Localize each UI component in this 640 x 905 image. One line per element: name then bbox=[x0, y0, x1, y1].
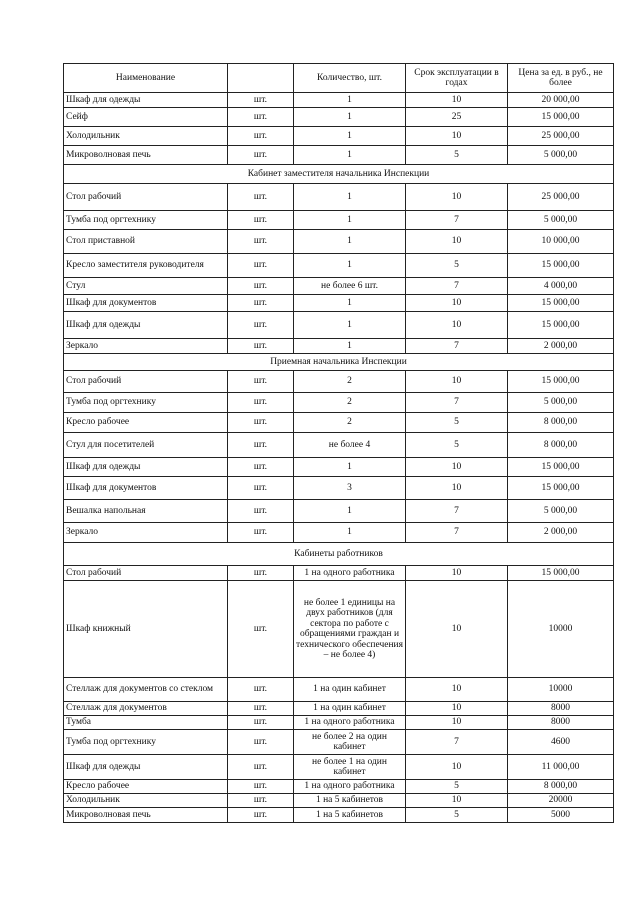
cell-unit: шт. bbox=[228, 794, 294, 808]
cell-name: Микроволновая печь bbox=[64, 808, 228, 823]
cell-quantity: 1 bbox=[294, 127, 406, 146]
cell-name: Шкаф для одежды bbox=[64, 312, 228, 339]
cell-quantity: 1 на один кабинет bbox=[294, 702, 406, 716]
cell-quantity: не более 6 шт. bbox=[294, 278, 406, 295]
cell-service-life: 5 bbox=[406, 808, 508, 823]
cell-price: 5000 bbox=[508, 808, 614, 823]
cell-name: Стеллаж для документов со стеклом bbox=[64, 678, 228, 702]
cell-price: 10000 bbox=[508, 581, 614, 678]
header-service-life: Срок эксплуатации в годах bbox=[406, 64, 508, 93]
cell-name: Шкаф для документов bbox=[64, 295, 228, 312]
cell-quantity: не более 1 единицы на двух работников (для сектора по работе с обращениями граждан и технического обеспечения – не более 4) bbox=[294, 581, 406, 678]
cell-unit: шт. bbox=[228, 581, 294, 678]
table-row bbox=[64, 108, 614, 127]
cell-service-life: 10 bbox=[406, 678, 508, 702]
cell-price: 15 000,00 bbox=[508, 371, 614, 393]
cell-unit: шт. bbox=[228, 780, 294, 794]
cell-name: Стол рабочий bbox=[64, 184, 228, 211]
cell-unit: шт. bbox=[228, 477, 294, 500]
cell-price: 10000 bbox=[508, 678, 614, 702]
cell-name: Стол рабочий bbox=[64, 566, 228, 581]
cell-quantity: 2 bbox=[294, 413, 406, 433]
cell-price: 2 000,00 bbox=[508, 523, 614, 543]
cell-price: 20 000,00 bbox=[508, 93, 614, 108]
cell-name: Холодильник bbox=[64, 794, 228, 808]
cell-quantity: 2 bbox=[294, 393, 406, 413]
cell-price: 5 000,00 bbox=[508, 211, 614, 230]
header-row bbox=[64, 64, 614, 93]
cell-name: Тумба bbox=[64, 716, 228, 730]
cell-unit: шт. bbox=[228, 339, 294, 354]
table-row bbox=[64, 808, 614, 823]
cell-name: Шкаф для одежды bbox=[64, 755, 228, 780]
section-title: Приемная начальника Инспекции bbox=[64, 354, 614, 371]
table-row bbox=[64, 184, 614, 211]
cell-unit: шт. bbox=[228, 127, 294, 146]
cell-service-life: 5 bbox=[406, 254, 508, 278]
cell-unit: шт. bbox=[228, 146, 294, 165]
table-row bbox=[64, 523, 614, 543]
cell-unit: шт. bbox=[228, 230, 294, 254]
table-row bbox=[64, 230, 614, 254]
header-quantity: Количество, шт. bbox=[294, 64, 406, 93]
cell-unit: шт. bbox=[228, 393, 294, 413]
cell-quantity: 1 на один кабинет bbox=[294, 678, 406, 702]
cell-name: Шкаф для одежды bbox=[64, 458, 228, 477]
cell-unit: шт. bbox=[228, 755, 294, 780]
cell-service-life: 10 bbox=[406, 184, 508, 211]
cell-price: 4600 bbox=[508, 730, 614, 755]
section-row bbox=[64, 165, 614, 184]
cell-quantity: 1 на одного работника bbox=[294, 716, 406, 730]
cell-price: 15 000,00 bbox=[508, 458, 614, 477]
cell-service-life: 5 bbox=[406, 780, 508, 794]
cell-service-life: 7 bbox=[406, 278, 508, 295]
cell-name: Кресло рабочее bbox=[64, 780, 228, 794]
cell-name: Кресло заместителя руководителя bbox=[64, 254, 228, 278]
cell-quantity: 1 bbox=[294, 523, 406, 543]
cell-price: 10 000,00 bbox=[508, 230, 614, 254]
cell-service-life: 10 bbox=[406, 477, 508, 500]
cell-quantity: 1 bbox=[294, 184, 406, 211]
table-row bbox=[64, 339, 614, 354]
table-row bbox=[64, 413, 614, 433]
cell-name: Шкаф для документов bbox=[64, 477, 228, 500]
cell-unit: шт. bbox=[228, 312, 294, 339]
cell-price: 8000 bbox=[508, 702, 614, 716]
table-row bbox=[64, 500, 614, 523]
table-row bbox=[64, 393, 614, 413]
cell-quantity: 2 bbox=[294, 371, 406, 393]
cell-price: 5 000,00 bbox=[508, 500, 614, 523]
cell-quantity: 1 bbox=[294, 295, 406, 312]
cell-price: 8 000,00 bbox=[508, 433, 614, 458]
table-row bbox=[64, 730, 614, 755]
cell-name: Сейф bbox=[64, 108, 228, 127]
cell-service-life: 7 bbox=[406, 339, 508, 354]
cell-name: Стол рабочий bbox=[64, 371, 228, 393]
cell-name: Тумба под оргтехнику bbox=[64, 393, 228, 413]
cell-quantity: не более 1 на один кабинет bbox=[294, 755, 406, 780]
cell-price: 5 000,00 bbox=[508, 393, 614, 413]
cell-unit: шт. bbox=[228, 184, 294, 211]
table-row bbox=[64, 127, 614, 146]
cell-service-life: 10 bbox=[406, 794, 508, 808]
cell-quantity: 1 bbox=[294, 211, 406, 230]
cell-name: Зеркало bbox=[64, 523, 228, 543]
cell-unit: шт. bbox=[228, 500, 294, 523]
table-row bbox=[64, 93, 614, 108]
cell-service-life: 7 bbox=[406, 500, 508, 523]
table-row bbox=[64, 566, 614, 581]
cell-service-life: 10 bbox=[406, 230, 508, 254]
table-row bbox=[64, 678, 614, 702]
table-row bbox=[64, 295, 614, 312]
header-price: Цена за ед. в руб., не более bbox=[508, 64, 614, 93]
table-row bbox=[64, 702, 614, 716]
cell-price: 25 000,00 bbox=[508, 127, 614, 146]
cell-unit: шт. bbox=[228, 108, 294, 127]
cell-quantity: 1 bbox=[294, 146, 406, 165]
cell-unit: шт. bbox=[228, 678, 294, 702]
cell-quantity: 1 bbox=[294, 339, 406, 354]
cell-name: Стеллаж для документов bbox=[64, 702, 228, 716]
table-row bbox=[64, 278, 614, 295]
header-unit bbox=[228, 64, 294, 93]
cell-unit: шт. bbox=[228, 278, 294, 295]
cell-service-life: 7 bbox=[406, 523, 508, 543]
cell-unit: шт. bbox=[228, 295, 294, 312]
cell-name: Кресло рабочее bbox=[64, 413, 228, 433]
cell-quantity: 3 bbox=[294, 477, 406, 500]
cell-price: 15 000,00 bbox=[508, 566, 614, 581]
cell-quantity: 1 bbox=[294, 108, 406, 127]
section-row bbox=[64, 354, 614, 371]
cell-quantity: не более 2 на один кабинет bbox=[294, 730, 406, 755]
cell-quantity: 1 на 5 кабинетов bbox=[294, 808, 406, 823]
cell-unit: шт. bbox=[228, 371, 294, 393]
table-row bbox=[64, 433, 614, 458]
cell-unit: шт. bbox=[228, 458, 294, 477]
cell-price: 15 000,00 bbox=[508, 108, 614, 127]
cell-service-life: 5 bbox=[406, 413, 508, 433]
cell-quantity: 1 bbox=[294, 93, 406, 108]
header-name: Наименование bbox=[64, 64, 228, 93]
cell-name: Холодильник bbox=[64, 127, 228, 146]
cell-unit: шт. bbox=[228, 523, 294, 543]
cell-service-life: 10 bbox=[406, 755, 508, 780]
cell-service-life: 10 bbox=[406, 127, 508, 146]
cell-service-life: 5 bbox=[406, 146, 508, 165]
cell-unit: шт. bbox=[228, 413, 294, 433]
table-row bbox=[64, 146, 614, 165]
cell-service-life: 7 bbox=[406, 730, 508, 755]
cell-quantity: 1 bbox=[294, 230, 406, 254]
cell-price: 20000 bbox=[508, 794, 614, 808]
cell-service-life: 10 bbox=[406, 312, 508, 339]
cell-service-life: 10 bbox=[406, 371, 508, 393]
cell-name: Стол приставной bbox=[64, 230, 228, 254]
furniture-norms-table bbox=[63, 63, 614, 823]
cell-unit: шт. bbox=[228, 211, 294, 230]
cell-price: 8 000,00 bbox=[508, 413, 614, 433]
cell-unit: шт. bbox=[228, 730, 294, 755]
cell-quantity: 1 на одного работника bbox=[294, 780, 406, 794]
cell-name: Вешалка напольная bbox=[64, 500, 228, 523]
section-title: Кабинеты работников bbox=[64, 543, 614, 566]
cell-name: Тумба под оргтехнику bbox=[64, 211, 228, 230]
cell-service-life: 10 bbox=[406, 93, 508, 108]
cell-name: Шкаф для одежды bbox=[64, 93, 228, 108]
cell-unit: шт. bbox=[228, 566, 294, 581]
cell-unit: шт. bbox=[228, 433, 294, 458]
cell-service-life: 7 bbox=[406, 393, 508, 413]
cell-unit: шт. bbox=[228, 93, 294, 108]
cell-service-life: 10 bbox=[406, 716, 508, 730]
cell-price: 8000 bbox=[508, 716, 614, 730]
cell-service-life: 7 bbox=[406, 211, 508, 230]
cell-quantity: 1 bbox=[294, 254, 406, 278]
cell-price: 5 000,00 bbox=[508, 146, 614, 165]
table-row bbox=[64, 780, 614, 794]
section-row bbox=[64, 543, 614, 566]
cell-quantity: 1 на одного работника bbox=[294, 566, 406, 581]
cell-price: 15 000,00 bbox=[508, 254, 614, 278]
cell-service-life: 5 bbox=[406, 433, 508, 458]
table-row bbox=[64, 458, 614, 477]
cell-quantity: 1 bbox=[294, 312, 406, 339]
section-title: Кабинет заместителя начальника Инспекции bbox=[64, 165, 614, 184]
cell-service-life: 10 bbox=[406, 295, 508, 312]
table-row bbox=[64, 254, 614, 278]
cell-price: 15 000,00 bbox=[508, 295, 614, 312]
table-row bbox=[64, 755, 614, 780]
table-row bbox=[64, 211, 614, 230]
table-row bbox=[64, 312, 614, 339]
cell-unit: шт. bbox=[228, 254, 294, 278]
cell-price: 25 000,00 bbox=[508, 184, 614, 211]
table-row bbox=[64, 794, 614, 808]
table-row bbox=[64, 371, 614, 393]
cell-price: 2 000,00 bbox=[508, 339, 614, 354]
cell-service-life: 10 bbox=[406, 702, 508, 716]
cell-price: 4 000,00 bbox=[508, 278, 614, 295]
table-row bbox=[64, 477, 614, 500]
cell-quantity: 1 на 5 кабинетов bbox=[294, 794, 406, 808]
cell-price: 8 000,00 bbox=[508, 780, 614, 794]
cell-price: 15 000,00 bbox=[508, 477, 614, 500]
cell-quantity: 1 bbox=[294, 500, 406, 523]
cell-name: Микроволновая печь bbox=[64, 146, 228, 165]
cell-service-life: 10 bbox=[406, 458, 508, 477]
cell-name: Зеркало bbox=[64, 339, 228, 354]
cell-price: 11 000,00 bbox=[508, 755, 614, 780]
cell-name: Тумба под оргтехнику bbox=[64, 730, 228, 755]
cell-unit: шт. bbox=[228, 808, 294, 823]
cell-service-life: 10 bbox=[406, 566, 508, 581]
cell-unit: шт. bbox=[228, 702, 294, 716]
cell-quantity: не более 4 bbox=[294, 433, 406, 458]
cell-price: 15 000,00 bbox=[508, 312, 614, 339]
cell-name: Шкаф книжный bbox=[64, 581, 228, 678]
cell-name: Стул для посетителей bbox=[64, 433, 228, 458]
cell-quantity: 1 bbox=[294, 458, 406, 477]
table-row bbox=[64, 581, 614, 678]
table-row bbox=[64, 716, 614, 730]
cell-name: Стул bbox=[64, 278, 228, 295]
cell-service-life: 25 bbox=[406, 108, 508, 127]
cell-service-life: 10 bbox=[406, 581, 508, 678]
cell-unit: шт. bbox=[228, 716, 294, 730]
